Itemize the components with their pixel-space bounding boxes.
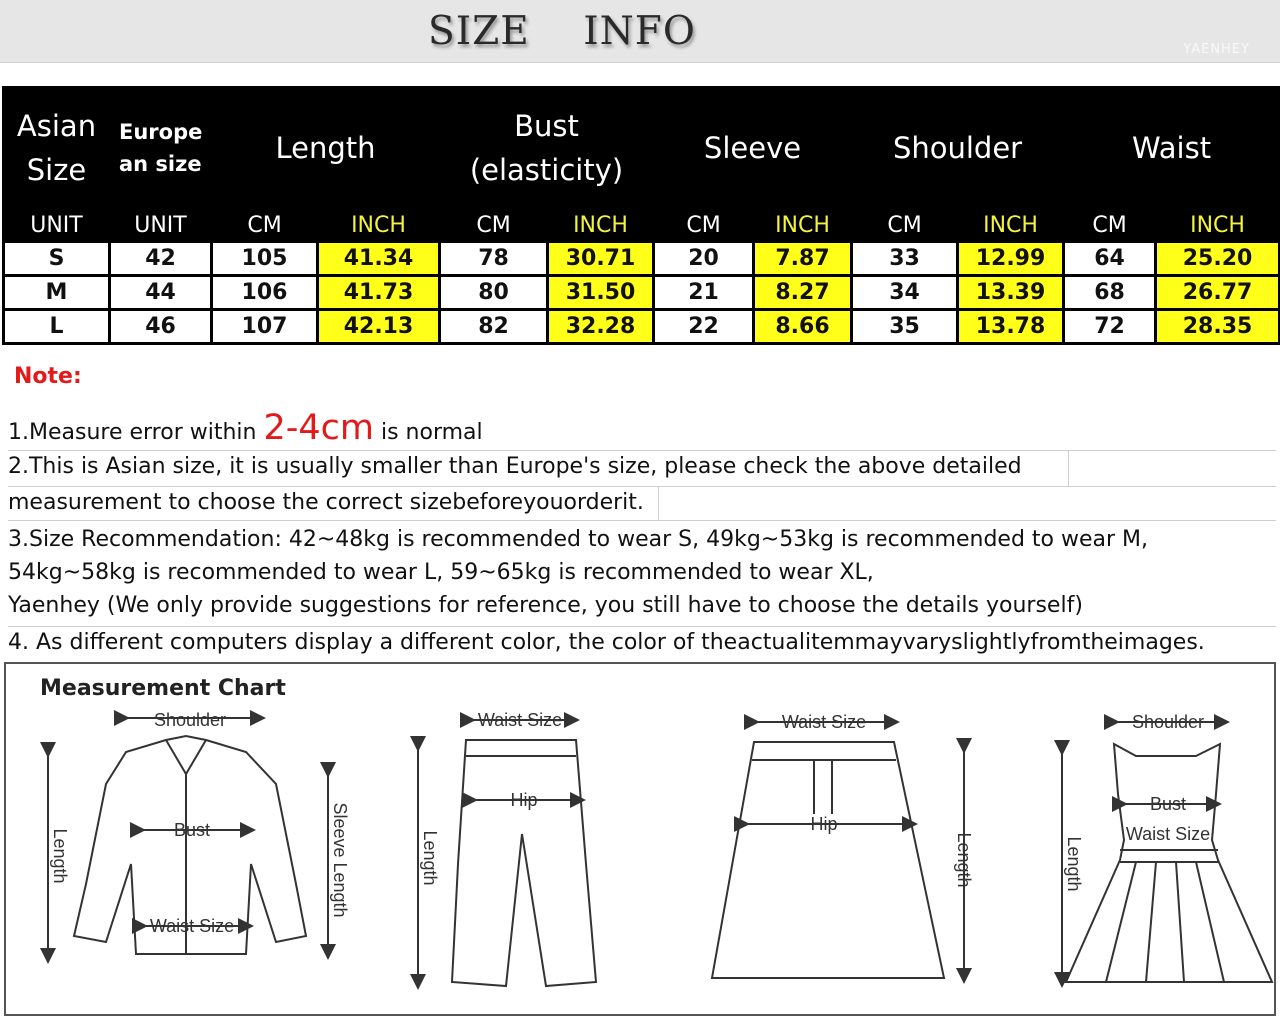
unit-cell: UNIT	[4, 209, 110, 242]
table-cell: 106	[212, 276, 318, 310]
header-bust: Bust (elasticity)	[440, 88, 654, 209]
table-cell: 35	[852, 310, 958, 344]
note-asian-size: 2.This is Asian size, it is usually smaller than Europe's size, please check the above detailed	[8, 454, 1022, 479]
shirt-bust-label: Bust	[173, 820, 211, 840]
table-cell: 33	[852, 242, 958, 276]
note-title: Note:	[14, 364, 82, 389]
table-cell: 7.87	[754, 242, 852, 276]
table-cell: 13.39	[958, 276, 1064, 310]
unit-cell: UNIT	[110, 209, 212, 242]
unit-cell: CM	[212, 209, 318, 242]
note-color-warning: 4. As different computers display a different color, the color of theactualitemmayvaryslightlyfromtheimages.	[8, 630, 1205, 655]
table-cell: 82	[440, 310, 548, 344]
divider	[8, 450, 1276, 451]
divider	[658, 486, 659, 520]
table-cell: 8.66	[754, 310, 852, 344]
unit-cell: INCH	[318, 209, 440, 242]
table-cell: 105	[212, 242, 318, 276]
size-table	[2, 86, 1280, 345]
table-cell: 78	[440, 242, 548, 276]
table-cell: 26.77	[1156, 276, 1280, 310]
pants-waist-label: Waist Size	[477, 710, 563, 730]
note-size-recommendation-cont: 54kg~58kg is recommended to wear L, 59~65kg is recommended to wear XL,	[8, 560, 874, 585]
table-cell: 8.27	[754, 276, 852, 310]
pants-diagram	[418, 720, 596, 986]
dress-waist-label: Waist Size	[1125, 824, 1211, 844]
unit-cell: INCH	[754, 209, 852, 242]
shirt-sleeve-label: Sleeve Length	[330, 802, 350, 918]
table-cell: 22	[654, 310, 754, 344]
pants-hip-label: Hip	[510, 790, 538, 810]
table-cell: 44	[110, 276, 212, 310]
table-row	[4, 276, 1280, 310]
measurement-chart	[4, 662, 1276, 1016]
table-cell: 12.99	[958, 242, 1064, 276]
table-cell: 80	[440, 276, 548, 310]
skirt-length-label: Length	[954, 832, 974, 888]
header-shoulder: Shoulder	[852, 88, 1064, 209]
table-cell: 25.20	[1156, 242, 1280, 276]
divider	[8, 486, 1276, 487]
unit-cell: CM	[1064, 209, 1156, 242]
table-cell: L	[4, 310, 110, 344]
header-asian-size: Asian Size	[4, 88, 110, 209]
skirt-outline-icon	[712, 742, 944, 978]
table-header-row	[4, 88, 1280, 209]
skirt-waist-label: Waist Size	[781, 712, 867, 732]
header-length: Length	[212, 88, 440, 209]
unit-cell: CM	[654, 209, 754, 242]
divider	[8, 626, 1276, 627]
pants-outline-icon	[452, 740, 596, 986]
note-asian-size-cont: measurement to choose the correct sizebeforeyouorderit.	[8, 490, 644, 515]
measurement-chart-title: Measurement Chart	[40, 676, 286, 701]
skirt-hip-label: Hip	[810, 814, 838, 834]
units-row	[4, 209, 1280, 242]
table-cell: 28.35	[1156, 310, 1280, 344]
note-disclaimer: Yaenhey (We only provide suggestions for reference, you still have to choose the details yourself)	[8, 593, 1083, 618]
brand-watermark: YAENHEY	[1183, 42, 1250, 57]
table-cell: 13.78	[958, 310, 1064, 344]
shirt-waist-label: Waist Size	[149, 916, 235, 936]
unit-cell: CM	[852, 209, 958, 242]
table-cell: 20	[654, 242, 754, 276]
table-cell: 31.50	[548, 276, 654, 310]
table-cell: 72	[1064, 310, 1156, 344]
table-cell: 42.13	[318, 310, 440, 344]
dress-bust-label: Bust	[1149, 794, 1187, 814]
divider	[1068, 450, 1069, 486]
dress-length-label: Length	[1064, 836, 1084, 892]
table-cell: 68	[1064, 276, 1156, 310]
table-cell: 41.73	[318, 276, 440, 310]
table-cell: 34	[852, 276, 958, 310]
unit-cell: INCH	[958, 209, 1064, 242]
table-cell: 107	[212, 310, 318, 344]
header-waist: Waist	[1064, 88, 1280, 209]
skirt-waistband-icon	[752, 760, 896, 814]
table-cell: M	[4, 276, 110, 310]
shirt-shoulder-label: Shoulder	[153, 710, 227, 730]
table-cell: 21	[654, 276, 754, 310]
table-row	[4, 242, 1280, 276]
skirt-diagram	[712, 722, 964, 978]
divider	[8, 520, 1276, 521]
table-row	[4, 310, 1280, 344]
unit-cell: CM	[440, 209, 548, 242]
dress-shoulder-label: Shoulder	[1131, 712, 1205, 732]
dress-diagram	[1062, 722, 1272, 982]
table-cell: 46	[110, 310, 212, 344]
shirt-length-label: Length	[50, 828, 70, 884]
note-measure-error: 1.Measure error within 2-4cm is normal	[8, 408, 483, 448]
table-cell: 42	[110, 242, 212, 276]
table-cell: S	[4, 242, 110, 276]
table-cell: 32.28	[548, 310, 654, 344]
unit-cell: INCH	[1156, 209, 1280, 242]
size-info-banner	[0, 0, 1280, 63]
unit-cell: INCH	[548, 209, 654, 242]
note-size-recommendation: 3.Size Recommendation: 42~48kg is recommended to wear S, 49kg~53kg is recommended to wear M,	[8, 527, 1149, 552]
table-cell: 41.34	[318, 242, 440, 276]
header-sleeve: Sleeve	[654, 88, 852, 209]
pants-length-label: Length	[420, 830, 440, 886]
page-title: SIZE INFO	[428, 9, 696, 54]
table-cell: 64	[1064, 242, 1156, 276]
table-cell: 30.71	[548, 242, 654, 276]
header-europe-size: Europe an size	[110, 88, 212, 209]
dress-waistband-icon	[1106, 850, 1224, 982]
garment-diagrams	[6, 664, 1274, 1014]
